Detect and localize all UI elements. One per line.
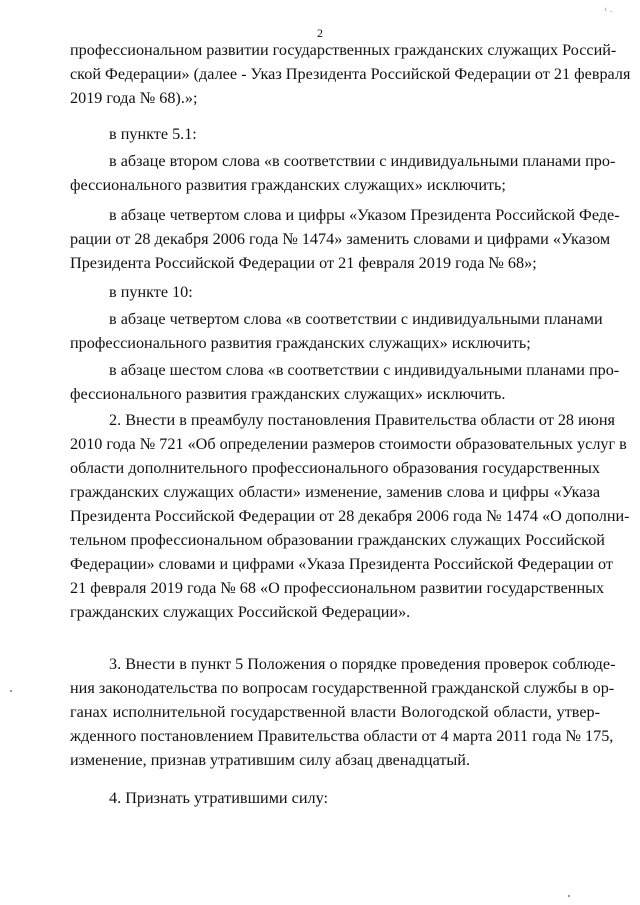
text-line: 2. Внести в преамбулу постановления Правительства области от 28 июня — [109, 411, 615, 429]
paragraph-section-2 — [70, 408, 630, 624]
paragraph-item-10 — [70, 280, 600, 304]
text-line: Президента Российской Федерации от 28 декабря 2006 года № 1474 «О дополни- — [70, 507, 630, 525]
paragraph-item-5-1 — [70, 122, 600, 146]
text-line: Президента Российской Федерации от 21 февраля 2019 года № 68»; — [70, 254, 537, 272]
paragraph-abzac-sixth — [70, 358, 620, 406]
text-line: фессионального развития гражданских служащих» исключить. — [70, 385, 506, 403]
text-line: в абзаце четвертом слова и цифры «Указом Президента Российской Феде- — [109, 206, 620, 224]
text-line: 21 февраля 2019 года № 68 «О профессиональном развитии государственных — [70, 579, 605, 597]
text-line: в абзаце втором слова «в соответствии с индивидуальными планами про- — [109, 152, 616, 170]
text-line: жденного постановлением Правительства области от 4 марта 2011 года № 175, — [70, 727, 614, 745]
text-line: 3. Внести в пункт 5 Положения о порядке проведения проверок соблюде- — [109, 655, 616, 673]
text-line: изменение, признав утратившим силу абзац двенадцатый. — [70, 751, 470, 769]
text-line: фессионального развития гражданских служащих» исключить; — [70, 176, 506, 194]
text-line: 4. Признать утратившими силу: — [109, 789, 328, 807]
text-line: профессионального развития гражданских служащих» исключить; — [70, 334, 531, 352]
text-line: ской Федерации» (далее - Указ Президента Российской Федерации от 21 февраля — [70, 65, 631, 83]
scan-margin-dot — [10, 690, 12, 692]
text-line: в абзаце четвертом слова «в соответствии с индивидуальными планами — [109, 310, 603, 328]
text-line: гражданских служащих Российской Федерации». — [70, 603, 411, 621]
text-line: 2019 года № 68).»; — [70, 89, 198, 107]
text-line: в пункте 5.1: — [109, 125, 197, 143]
text-line: в пункте 10: — [109, 283, 193, 301]
paragraph-abzac-fourth-10 — [70, 307, 603, 355]
paragraph-section-4 — [70, 786, 600, 810]
text-line: в абзаце шестом слова «в соответствии с индивидуальными планами про- — [109, 361, 620, 379]
text-line: профессиональном развитии государственных гражданских служащих Россий- — [70, 41, 617, 59]
text-line: Федерации» словами и цифрами «Указа Президента Российской Федерации от — [70, 555, 613, 573]
scan-corner-mark: ‹ . — [604, 4, 613, 15]
text-line: ганах исполнительной государственной власти Вологодской области, утвер- — [70, 703, 600, 721]
paragraph-abzac-second — [70, 149, 616, 197]
paragraph-section-3 — [70, 652, 616, 772]
scan-margin-dot — [568, 895, 570, 897]
text-line: ния законодательства по вопросам государственной гражданской службы в ор- — [70, 679, 615, 697]
text-line: тельном профессиональном образовании гражданских служащих Российской — [70, 531, 605, 549]
page-number: 2 — [317, 26, 323, 40]
text-line: области дополнительного профессионального образования государственных — [70, 459, 600, 477]
paragraph-abzac-fourth — [70, 203, 620, 275]
text-line: 2010 года № 721 «Об определении размеров стоимости образовательных услуг в — [70, 435, 627, 453]
text-line: гражданских служащих области» изменение, заменив слова и цифры «Указа — [70, 483, 600, 501]
paragraph-continuation — [70, 38, 631, 110]
text-line: рации от 28 декабря 2006 года № 1474» заменить словами и цифрами «Указом — [70, 230, 611, 248]
